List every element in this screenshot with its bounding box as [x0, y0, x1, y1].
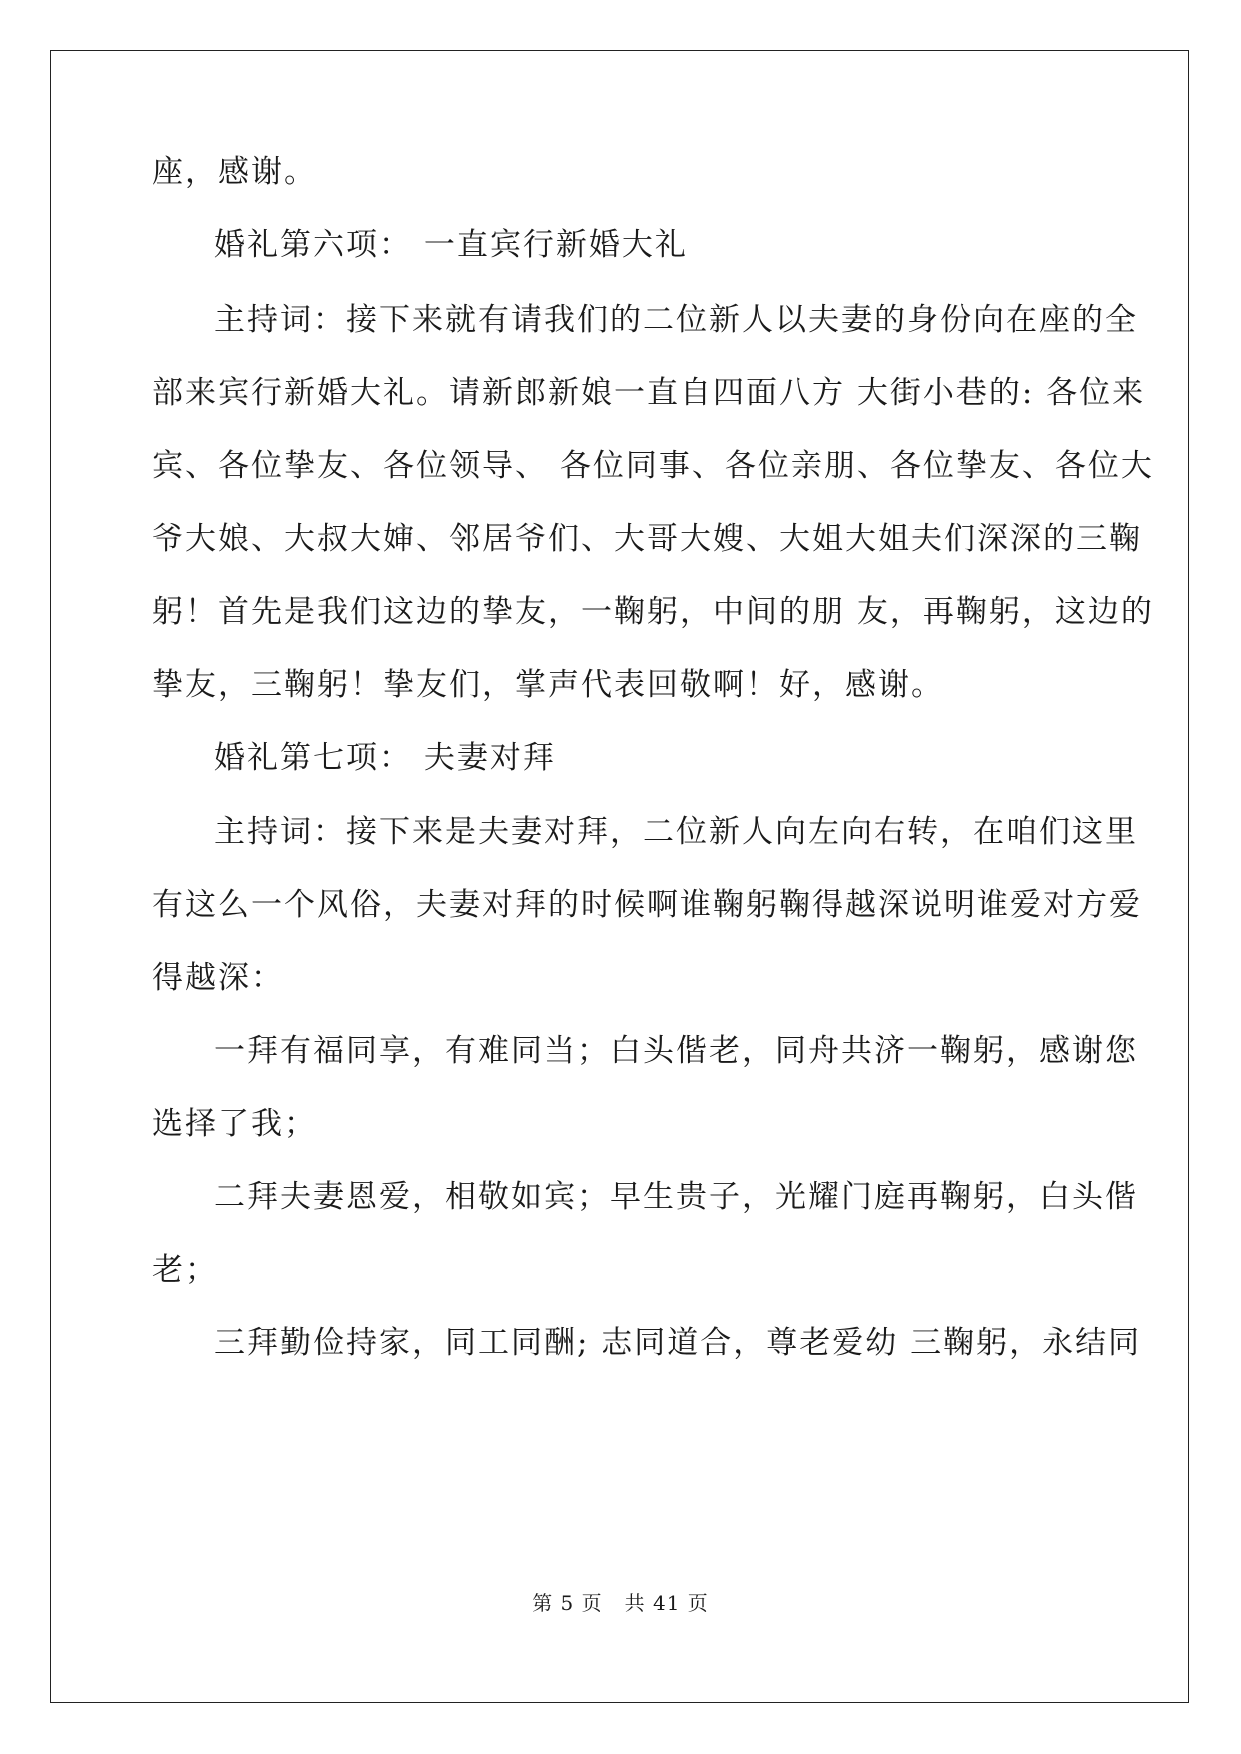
text-line: 爷大娘、大叔大婶、邻居爷们、大哥大嫂、大姐大姐夫们深深的三鞠 — [152, 521, 1142, 557]
text-line: 一拜有福同享，有难同当；白头偕老，同舟共济一鞠躬，感谢您 — [214, 1033, 1138, 1069]
text-line: 挚友，三鞠躬！挚友们，掌声代表回敬啊！好，感谢。 — [152, 667, 944, 703]
text-line: 选择了我； — [152, 1106, 317, 1142]
section-heading: 婚礼第七项： 夫妻对拜 — [214, 740, 556, 776]
text-line: 三拜勤俭持家，同工同酬; 志同道合，尊老爱幼 三鞠躬，永结同 — [214, 1325, 1142, 1361]
text-line: 二拜夫妻恩爱，相敬如宾；早生贵子，光耀门庭再鞠躬，白头偕 — [214, 1179, 1138, 1215]
text-line: 主持词：接下来就有请我们的二位新人以夫妻的身份向在座的全 — [214, 302, 1138, 338]
text-line: 得越深： — [152, 960, 284, 996]
page-total: 共 41 页 — [624, 1591, 709, 1615]
section-heading: 婚礼第六项： 一直宾行新婚大礼 — [214, 227, 688, 263]
text-line: 座，感谢。 — [152, 154, 317, 190]
text-line: 宾、各位挚友、各位领导、 各位同事、各位亲朋、各位挚友、各位大 — [152, 448, 1154, 484]
text-line: 躬！首先是我们这边的挚友，一鞠躬，中间的朋 友，再鞠躬，这边的 — [152, 594, 1154, 630]
text-line: 老； — [152, 1252, 218, 1288]
text-line: 部来宾行新婚大礼。请新郎新娘一直自四面八方 大街小巷的: 各位来 — [152, 375, 1146, 411]
text-line: 主持词：接下来是夫妻对拜，二位新人向左向右转，在咱们这里 — [214, 814, 1138, 850]
page-border — [50, 50, 1189, 1703]
text-line: 有这么一个风俗，夫妻对拜的时候啊谁鞠躬鞠得越深说明谁爱对方爱 — [152, 887, 1142, 923]
page-footer — [0, 1588, 1241, 1618]
page-number: 第 5 页 — [532, 1591, 603, 1615]
